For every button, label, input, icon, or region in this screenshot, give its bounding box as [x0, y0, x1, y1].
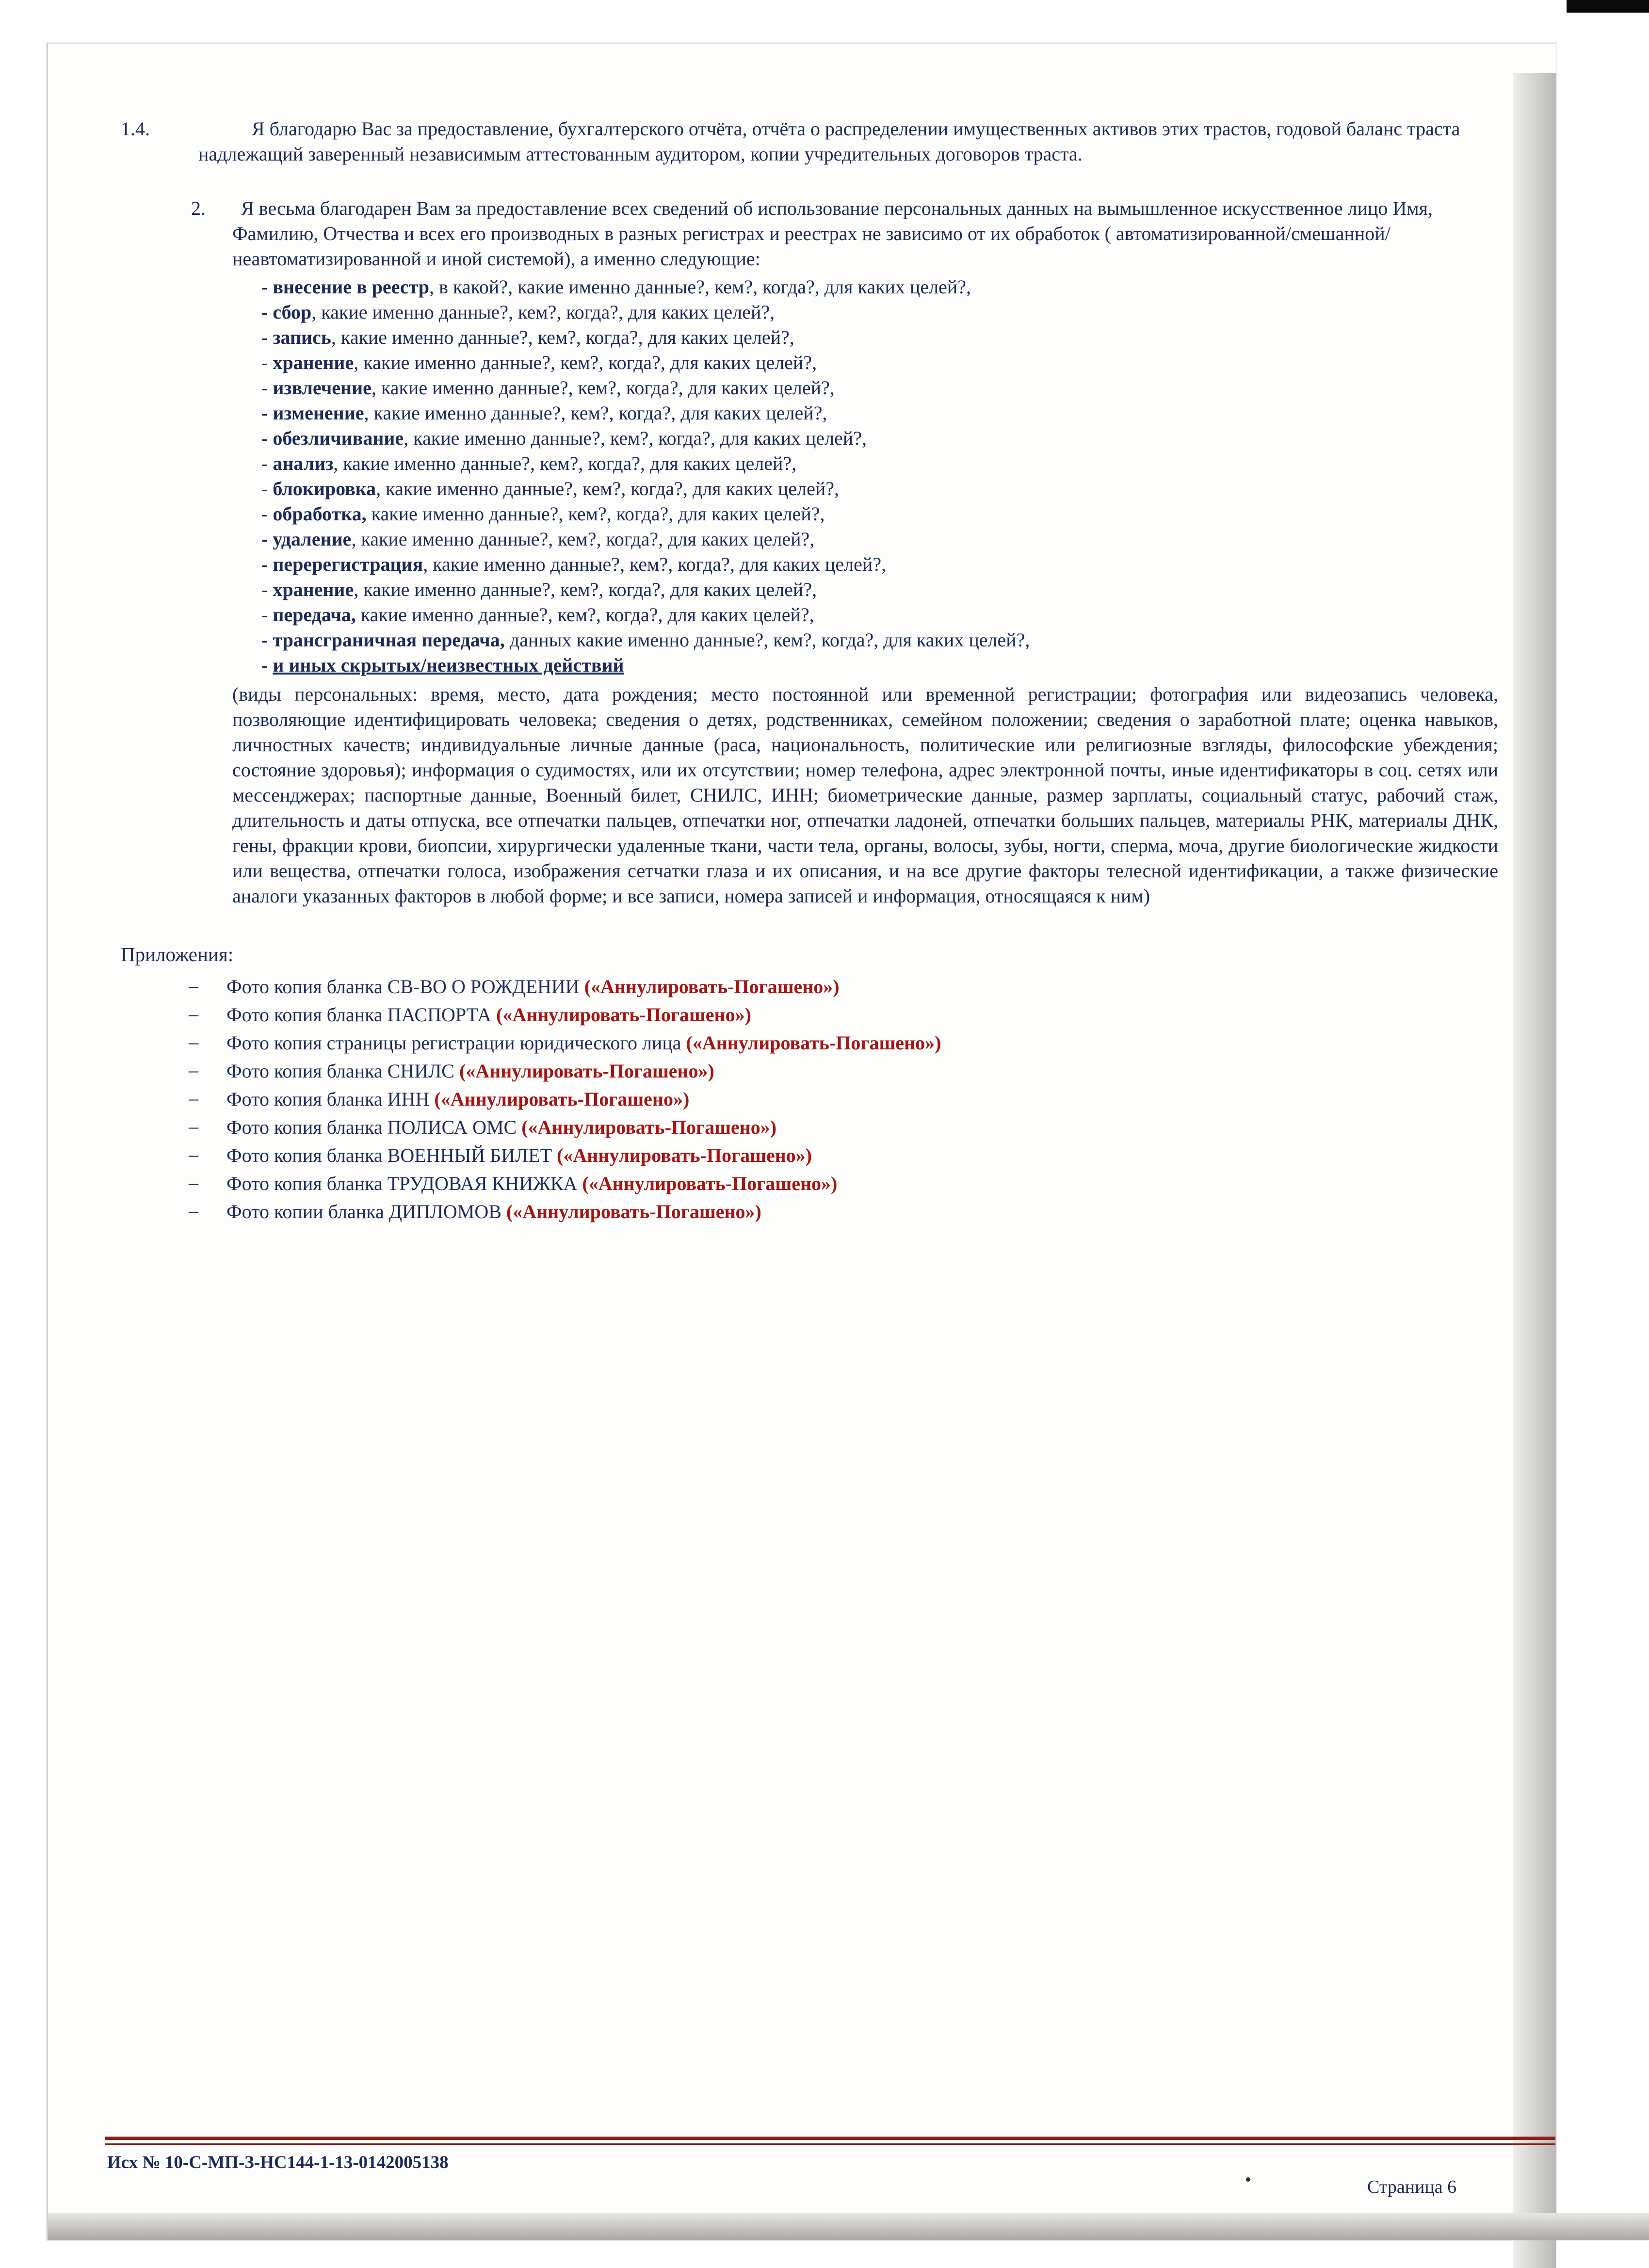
- appendix-bullet: –: [189, 1200, 198, 1222]
- operation-dash: -: [261, 579, 268, 600]
- clause-2-number: 2.: [191, 197, 206, 219]
- operation-term: обезличивание: [273, 427, 404, 449]
- operation-line: [261, 577, 1498, 602]
- operation-term: трансграничная передача,: [273, 629, 505, 651]
- appendix-item-text: Фото копия бланка ПОЛИСА ОМС: [226, 1116, 517, 1138]
- operation-line: [261, 350, 1498, 375]
- operation-dash: -: [261, 276, 268, 298]
- operation-dash: -: [261, 478, 268, 499]
- appendix-item-text: Фото копия бланка ВОЕННЫЙ БИЛЕТ: [226, 1144, 552, 1166]
- operation-questions: , какие именно данные?, кем?, когда?, для каких целей?,: [351, 528, 815, 550]
- operation-term: извлечение: [273, 377, 372, 399]
- clause-1-4-number: 1.4.: [121, 118, 150, 140]
- footer-divider-thin: [105, 2143, 1555, 2145]
- appendix-bullet: –: [189, 1115, 198, 1137]
- appendix-annul-stamp: («Аннулировать-Погашено»): [496, 1004, 751, 1026]
- operation-questions: данных какие именно данные?, кем?, когда?, для каких целей?,: [504, 629, 1030, 651]
- operation-line: [261, 627, 1498, 653]
- appendix-bullet: –: [189, 1172, 198, 1193]
- appendix-item: [189, 1113, 1518, 1142]
- operation-term: внесение в реестр: [273, 276, 430, 298]
- operation-dash: -: [261, 553, 268, 575]
- operation-questions: какие именно данные?, кем?, когда?, для каких целей?,: [366, 503, 825, 525]
- operation-term: передача,: [273, 604, 356, 626]
- appendix-annul-stamp: («Аннулировать-Погашено»): [506, 1201, 761, 1222]
- appendix-annul-stamp: («Аннулировать-Погашено»): [459, 1060, 714, 1082]
- operation-term: перерегистрация: [273, 553, 423, 575]
- operation-term: запись: [273, 326, 331, 348]
- footer-ink-dot: [1246, 2177, 1250, 2182]
- appendix-item: [189, 1085, 1518, 1113]
- operation-questions: , какие именно данные?, кем?, когда?, для каких целей?,: [364, 402, 827, 424]
- operation-questions: какие именно данные?, кем?, когда?, для каких целей?,: [356, 604, 814, 626]
- appendix-annul-stamp: («Аннулировать-Погашено»): [584, 976, 840, 997]
- operation-line: [261, 476, 1498, 501]
- appendix-item: [189, 1198, 1518, 1226]
- appendix-bullet: –: [189, 1059, 198, 1081]
- appendix-annul-stamp: («Аннулировать-Погашено»): [686, 1032, 941, 1054]
- scan-top-edge: [0, 0, 1649, 11]
- operation-term: сбор: [273, 301, 312, 323]
- operation-line: [261, 300, 1498, 325]
- clause-1-4-text: Я благодарю Вас за предоставление, бухгалтерского отчёта, отчёта о распределении имущественных активов этих трастов, годовой баланс траста надлежащий заверенный независимым аттестованным аудитором, копии учредительных договоров траста.: [198, 118, 1460, 165]
- operation-line: [261, 653, 1498, 678]
- operation-dash: -: [261, 402, 268, 424]
- appendix-bullet: –: [189, 1143, 198, 1165]
- footer-divider: [105, 2137, 1555, 2140]
- operation-term: обработка,: [273, 503, 367, 525]
- operation-dash: -: [261, 629, 268, 651]
- operation-questions: , какие именно данные?, кем?, когда?, для каких целей?,: [331, 326, 794, 348]
- operation-questions: , в какой?, какие именно данные?, кем?, когда?, для каких целей?,: [429, 276, 971, 298]
- operation-dash: -: [261, 604, 268, 626]
- operation-dash: -: [261, 352, 268, 373]
- operation-dash: -: [261, 326, 268, 348]
- appendix-item-text: Фото копия бланка ИНН: [226, 1088, 430, 1110]
- clause-2: [191, 196, 1498, 909]
- appendix-item: [189, 1029, 1518, 1057]
- operation-questions: , какие именно данные?, кем?, когда?, для каких целей?,: [371, 377, 835, 399]
- operation-term: удаление: [273, 528, 352, 550]
- appendix-annul-stamp: («Аннулировать-Погашено»): [582, 1173, 838, 1194]
- operation-dash: -: [261, 452, 268, 474]
- paper-right-edge: [1513, 73, 1556, 2268]
- appendix-item: [189, 973, 1518, 1001]
- operation-dash: -: [261, 377, 268, 399]
- operation-dash: -: [261, 427, 268, 449]
- paper-sheet: [47, 43, 1556, 2240]
- appendix-bullet: –: [189, 1087, 198, 1109]
- appendix-annul-stamp: («Аннулировать-Погашено»): [434, 1088, 690, 1110]
- operation-line: [261, 552, 1498, 577]
- operation-line: [261, 501, 1498, 527]
- operations-list: [232, 274, 1498, 678]
- clause-1-4: [121, 116, 1488, 167]
- operation-term: и иных скрытых/неизвестных действий: [273, 654, 624, 676]
- operation-dash: -: [261, 503, 268, 525]
- appendix-item-text: Фото копия страницы регистрации юридического лица: [226, 1032, 681, 1054]
- operation-dash: -: [261, 301, 268, 323]
- operation-questions: , какие именно данные?, кем?, когда?, для каких целей?,: [311, 301, 775, 323]
- operation-line: [261, 274, 1498, 300]
- appendix-annul-stamp: («Аннулировать-Погашено»): [557, 1144, 812, 1166]
- appendices-list: [189, 973, 1518, 1226]
- appendix-item: [189, 1142, 1518, 1170]
- operation-term: изменение: [273, 402, 364, 424]
- appendix-bullet: –: [189, 1031, 198, 1053]
- appendix-annul-stamp: («Аннулировать-Погашено»): [521, 1116, 777, 1138]
- scan-corner-artifact: [1567, 0, 1649, 13]
- operation-questions: , какие именно данные?, кем?, когда?, для каких целей?,: [354, 579, 817, 600]
- appendices-title: Приложения:: [121, 943, 234, 965]
- appendix-item-text: Фото копия бланка ПАСПОРТА: [226, 1004, 491, 1026]
- operation-dash: -: [261, 528, 268, 550]
- operation-line: [261, 401, 1498, 426]
- operation-term: хранение: [273, 579, 354, 600]
- operation-line: [261, 451, 1498, 476]
- appendix-item-text: Фото копия бланка СВ-ВО О РОЖДЕНИИ: [226, 976, 580, 997]
- operation-line: [261, 602, 1498, 627]
- operation-questions: , какие именно данные?, кем?, когда?, для каких целей?,: [423, 553, 887, 575]
- operation-term: блокировка: [273, 478, 376, 499]
- operation-questions: , какие именно данные?, кем?, когда?, для каких целей?,: [376, 478, 840, 499]
- document-body: [121, 116, 1518, 1226]
- operation-line: [261, 426, 1498, 451]
- operation-line: [261, 527, 1498, 552]
- appendix-bullet: –: [189, 975, 198, 997]
- appendix-item-text: Фото копии бланка ДИПЛОМОВ: [226, 1201, 501, 1222]
- appendix-bullet: –: [189, 1003, 198, 1025]
- operation-line: [261, 325, 1498, 350]
- operation-term: хранение: [273, 352, 354, 373]
- appendix-item: [189, 1170, 1518, 1198]
- paper-bottom-edge: [48, 2213, 1649, 2240]
- clause-2-paren-block: (виды персональных: время, место, дата рождения; место постоянной или временной регистрации; фотография или видеозапись человека, позволяющие идентифицировать человека; сведения о детях, родственниках, семейном положении; сведения о заработной плате; оценка навыков, личностных качеств; индивидуальные личные данные (раса, национальность, политические или религиозные взгляды, философские убеждения; состояние здоровья); информация о судимостях, или их отсутствии; номер телефона, адрес электронной почты, иные идентификаторы в соц. сетях или мессенджерах; паспортные данные, Военный билет, СНИЛС, ИНН; биометрические данные, размер зарплаты, социальный статус, рабочий стаж, длительность и даты отпуска, все отпечатки пальцев, отпечатки ног, отпечатки ладоней, отпечатки больших пальцев, материалы РНК, материалы ДНК, гены, фракции крови, биопсии, хирургически удаленные ткани, части тела, органы, волосы, зубы, ногти, сперма, моча, другие биологические жидкости или вещества, отпечатки голоса, изображения сетчатки глаза и их описания, и на все другие факторы телесной идентификации, а также физические аналоги указанных факторов в любой форме; и все записи, номера записей и информация, относящаяся к ним): [232, 683, 1498, 907]
- operation-questions: , какие именно данные?, кем?, когда?, для каких целей?,: [404, 427, 867, 449]
- appendix-item: [189, 1001, 1518, 1029]
- operation-dash: -: [261, 654, 268, 676]
- operation-questions: , какие именно данные?, кем?, когда?, для каких целей?,: [333, 452, 797, 474]
- operation-questions: , какие именно данные?, кем?, когда?, для каких целей?,: [354, 352, 817, 373]
- operation-line: [261, 375, 1498, 401]
- appendix-item: [189, 1057, 1518, 1085]
- footer-reference: Исх № 10-С-МП-З-НС144-1-13-0142005138: [107, 2153, 449, 2172]
- appendix-item-text: Фото копия бланка СНИЛС: [226, 1060, 454, 1082]
- operation-term: анализ: [273, 452, 334, 474]
- appendix-item-text: Фото копия бланка ТРУДОВАЯ КНИЖКА: [226, 1173, 578, 1194]
- clause-2-lead: Я весьма благодарен Вам за предоставление всех сведений об использование персональных данных на вымышленное искусственное лицо Имя, Фамилию, Отчества и всех его производных в разных регистрах и реестрах не зависимо от их обработок ( автоматизированной/смешанной/неавтоматизированной и иной системой), а именно следующие:: [232, 197, 1433, 270]
- footer-page-number: Страница 6: [1367, 2177, 1457, 2197]
